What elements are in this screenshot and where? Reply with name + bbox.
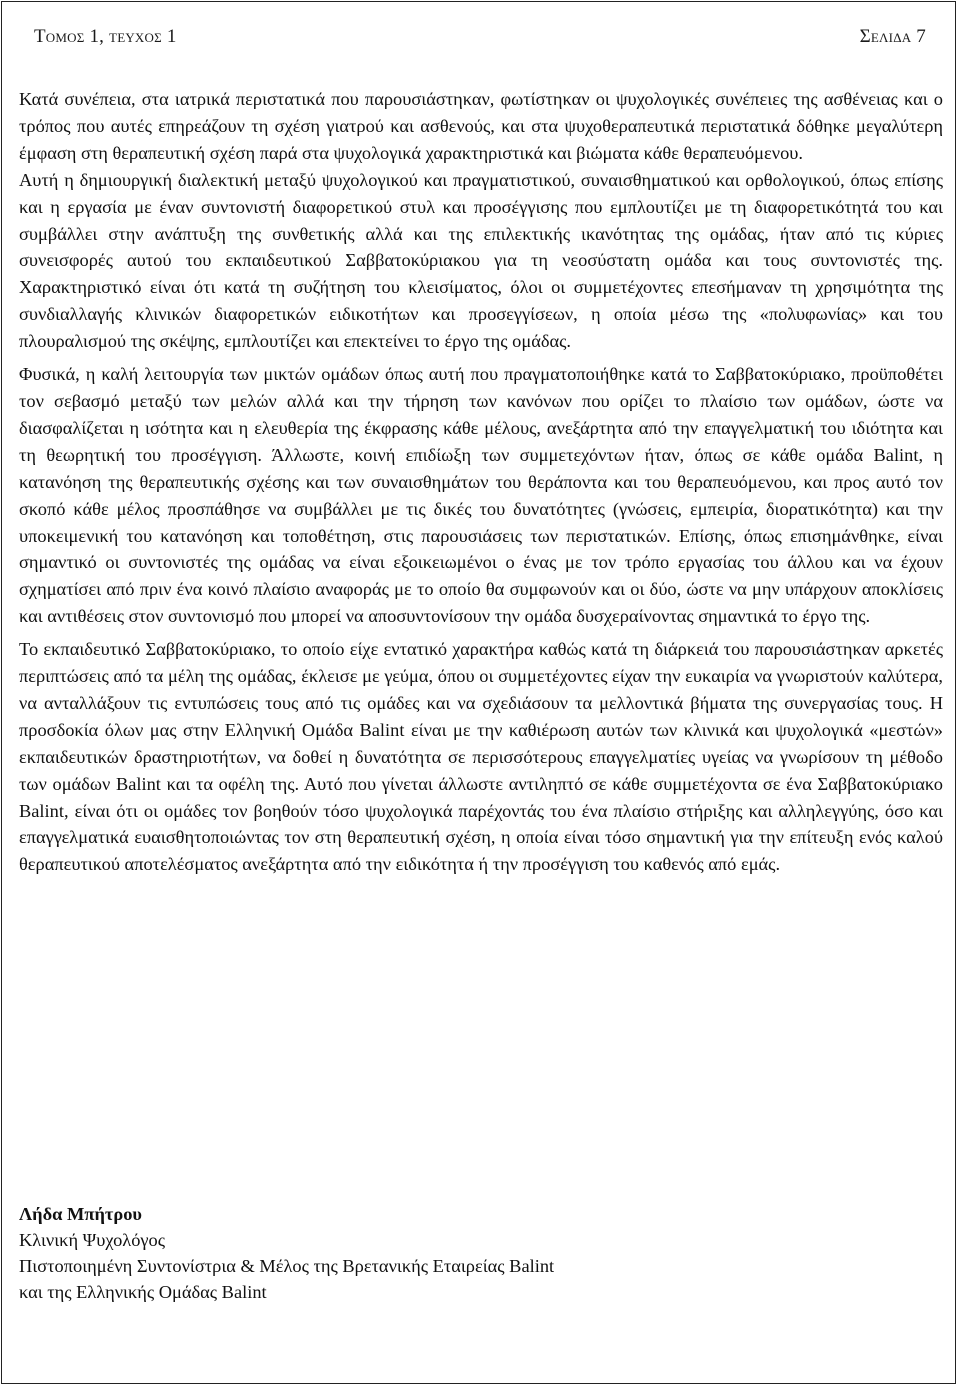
running-header — [34, 26, 926, 56]
paragraph-2: Αυτή η δημιουργική διαλεκτική μεταξύ ψυχολογικού και πραγματιστικού, συναισθηματικού και ορθολογικού, όπως επίσης και η εργασία με έναν συντονιστή διαφορετικού στυλ και προσέγγισης που εμπλουτίζει με τη διαφορετικότητά του και συμβάλλει στην ανάπτυξη της συνθετικής αλλά και της επιλεκτικής ικανότητας της ομάδας, ήταν από τις κύριες συνεισφορές αυτού του εκπαιδευτικού Σαββατοκύριακου για τη νεοσύστατη ομάδα και τους συντονιστές της. Χαρακτηριστικό είναι ότι κατά τη συζήτηση του κλεισίματος, όλοι οι συμμετέχοντες επεσήμαναν τη χρησιμότητα της συνδιαλλαγής κλινικών διαφορετικών ειδικοτήτων και προσεγγίσεων, η οποία μέσω της «πολυφωνίας» και του πλουραλισμού της σκέψης, εμπλουτίζει και επεκτείνει το έργο της ομάδας. — [19, 169, 943, 352]
author-affiliation-1: Πιστοποιημένη Συντονίστρια & Μέλος της Βρετανικής Εταιρείας Balint — [19, 1256, 555, 1276]
paragraph-1: Κατά συνέπεια, στα ιατρικά περιστατικά που παρουσιάστηκαν, φωτίστηκαν οι ψυχολογικές συνέπειες της ασθένειας και ο τρόπος που αυτές επηρεάζουν τη σχέση γιατρού και ασθενούς, και στα ψυχοθεραπευτικά περιστατικά δόθηκε μεγαλύτερη έμφαση στη θεραπευτική σχέση παρά στα ψυχολογικά χαρακτηριστικά και βιώματα κάθε θεραπευόμενου. — [19, 89, 943, 163]
author-name: Λήδα Μπήτρου — [19, 1204, 142, 1224]
page-number-label: Σελιδα 7 — [859, 26, 926, 47]
article-body — [19, 86, 943, 878]
author-title: Κλινική Ψυχολόγος — [19, 1230, 166, 1250]
volume-issue-label: Τομος 1, τευχος 1 — [34, 26, 177, 47]
author-affiliation-2: και της Ελληνικής Ομάδας Balint — [19, 1282, 267, 1302]
paragraph-3: Φυσικά, η καλή λειτουργία των μικτών ομάδων όπως αυτή που πραγματοποιήθηκε κατά το Σαββατοκύριακο, προϋποθέτει τον σεβασμό μεταξύ των μελών αλλά και την τήρηση των κανόνων που ορίζει το πλαίσιο των ομάδων, ώστε να διασφαλίζεται η ισότητα και η ελευθερία της έκφρασης κάθε μέλους, ανεξάρτητα από την επαγγελματική του ιδιότητα και τη θεωρητική του προσέγγιση. Άλλωστε, κοινή επιδίωξη των συμμετεχόντων ήταν, όπως σε κάθε ομάδα Balint, η κατανόηση της θεραπευτικής σχέσης και των συναισθημάτων του θεράποντα και του θεραπευόμενου, και προς αυτό τον σκοπό κάθε μέλος προσπάθησε να συμβάλλει με τις δικές του δυνατότητες (γνώσεις, εμπειρία, διορατικότητα) και την υποκειμενική του κατανόηση και τοποθέτηση, στις παρουσιάσεις των περιστατικών. Επίσης, όπως επισημάνθηκε, είναι σημαντικό οι συντονιστές της ομάδας να είναι εξοικειωμένοι ο ένας με τον τρόπο εργασίας του άλλου και να έχουν σχηματίσει από πριν ένα κοινό πλαίσιο αναφοράς με το οποίο θα συμφωνούν και οι δύο, ώστε να μην υπάρχουν αποκλίσεις και αντιθέσεις στον συντονισμό που μπορεί να αποσυντονίσουν την ομάδα δυσχεραίνοντας σημαντικά το έργο της. — [19, 364, 943, 627]
author-signature — [19, 1201, 554, 1305]
paragraph-4: Το εκπαιδευτικό Σαββατοκύριακο, το οποίο είχε εντατικό χαρακτήρα καθώς κατά τη διάρκειά του παρουσιάστηκαν αρκετές περιπτώσεις από τα μέλη της ομάδας, έκλεισε με γεύμα, όπου οι συμμετέχοντες είχαν την ευκαιρία να γνωριστούν καλύτερα, να ανταλλάξουν τις εντυπώσεις τους από τις ομάδες και να σχεδιάσουν τα μελλοντικά βήματα της συνεργασίας τους. Η προσδοκία όλων μας στην Ελληνική Ομάδα Balint είναι με την καθιέρωση αυτών των κλινικά και ψυχολογικά «μεστών» εκπαιδευτικών δραστηριοτήτων, να δοθεί η δυνατότητα σε περισσότερους επαγγελματίες υγείας να γνωρίσουν τη μέθοδο των ομάδων Balint και τα οφέλη της. Αυτό που γίνεται άλλωστε αντιληπτό σε κάθε συμμετέχοντα σε ένα Σαββατοκύριακο Balint, είναι ότι οι ομάδες τον βοηθούν τόσο ψυχολογικά παρέχοντάς του ένα πλαίσιο στήριξης και αλληλεγγύης, όσο και επαγγελματικά ευαισθητοποιώντας τον στη θεραπευτική σχέση, η οποία είναι τόσο σημαντική για την επίτευξη ενός καλού θεραπευτικού αποτελέσματος ανεξάρτητα από την ειδικότητα ή την προσέγγιση του καθενός από εμάς. — [19, 639, 943, 875]
